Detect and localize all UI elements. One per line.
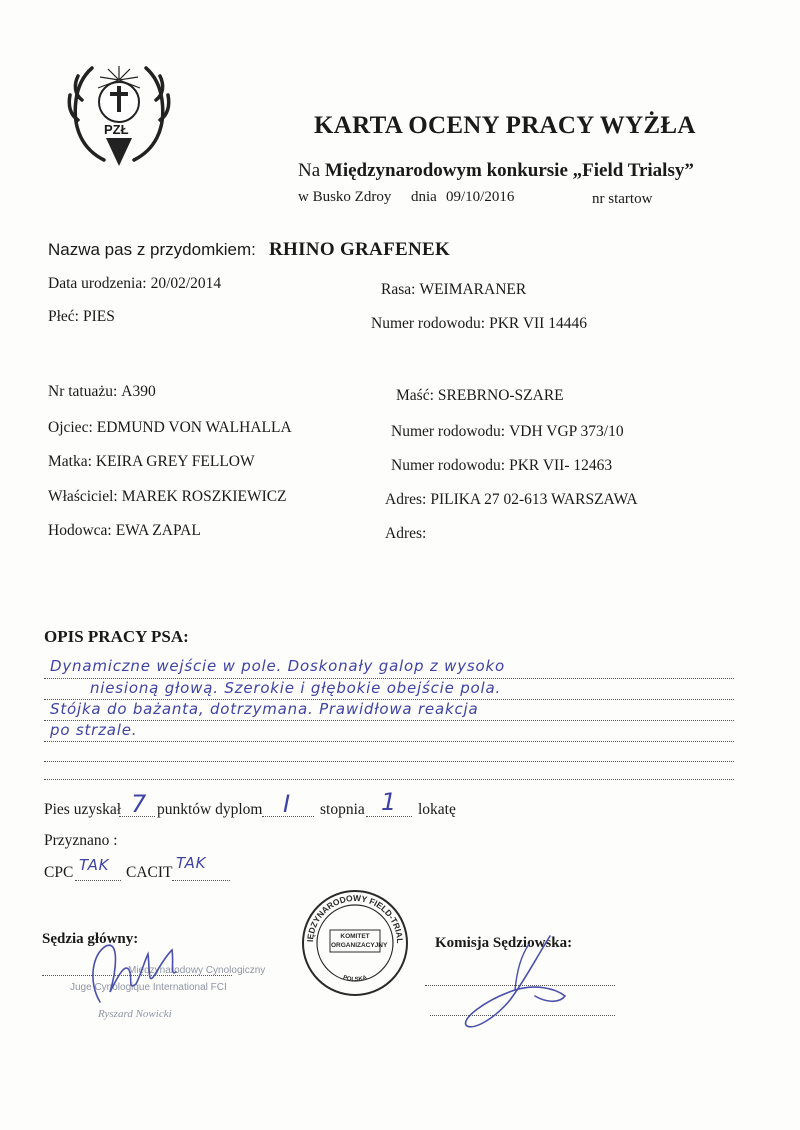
birth-date-value: 20/02/2014	[150, 275, 222, 292]
work-line-6	[44, 779, 734, 780]
work-line-5	[44, 761, 734, 762]
sire-field	[48, 419, 292, 437]
dog-name-label: Nazwa pas z przydomkiem:	[48, 240, 256, 259]
breeder-field	[48, 522, 201, 540]
faded-stamp-line-2: Juge Cynologique International FCI	[70, 982, 227, 993]
work-text-line-2: niesioną głową. Szerokie i głębokie obejście pola.	[90, 679, 502, 697]
cacit-dots	[172, 880, 230, 881]
stamp-top-text: IĘDZYNARODOWY FIELD-TRIAL	[305, 892, 406, 944]
cpc-dots	[75, 880, 121, 881]
sire-label: Ojciec:	[48, 419, 93, 436]
logo-text: PZŁ	[104, 122, 129, 137]
place-value: 1	[381, 788, 398, 816]
svg-text:POLSKA	[342, 975, 368, 983]
tattoo-value: A390	[121, 383, 156, 400]
dam-field	[48, 453, 255, 471]
date-value: 09/10/2016	[446, 189, 515, 205]
judge-name-stamp: Ryszard Nowicki	[98, 1008, 172, 1020]
color-label: Maść:	[396, 387, 434, 404]
work-text-line-1: Dynamiczne wejście w pole. Doskonały galop z wysoko	[50, 657, 505, 675]
tattoo-field	[48, 383, 156, 401]
diploma-value: I	[283, 790, 291, 818]
tattoo-label: Nr tatuażu:	[48, 383, 118, 400]
cacit-value: TAK	[176, 854, 207, 872]
date-label: dnia	[411, 189, 437, 205]
awarded-label: Przyznano :	[44, 832, 118, 849]
cpc-label: CPC	[44, 864, 74, 881]
stamp-middle-text: KOMITET ORGANIZACYJNY	[331, 933, 388, 949]
dam-pedigree-field	[391, 457, 612, 475]
chief-judge-label: Sędzia główny:	[42, 931, 139, 947]
dog-name: RHINO GRAFENEK	[269, 239, 451, 260]
work-description-title: OPIS PRACY PSA:	[44, 627, 189, 646]
work-line-4	[44, 741, 734, 742]
degree-label: stopnia	[320, 801, 365, 818]
location: w Busko Zdroy	[298, 189, 392, 205]
subtitle-bold: Międzynarodowym konkursie „Field Trialsy”	[324, 160, 694, 181]
stamp-bottom-text: POLSKA	[342, 974, 368, 984]
work-text-line-3: Stójka do bażanta, dotrzymana. Prawidłowa reakcja	[50, 700, 479, 718]
sex-field	[48, 308, 115, 326]
owner-address-value: PILIKA 27 02-613 WARSZAWA	[430, 491, 638, 508]
breeder-value: EWA ZAPAL	[115, 522, 201, 539]
breeder-address-field	[385, 525, 430, 543]
faded-stamp-line-1: Międzynarodowy Cynologiczny	[128, 965, 266, 976]
place-dots	[366, 816, 412, 817]
place-label: lokatę	[418, 801, 456, 818]
birth-date-field	[48, 275, 221, 293]
pedigree-field	[371, 315, 587, 333]
breed-label: Rasa:	[381, 281, 416, 298]
antler-cross-emblem-icon	[64, 60, 174, 175]
competition-subtitle	[298, 160, 694, 182]
cpc-value: TAK	[79, 856, 110, 874]
dam-label: Matka:	[48, 453, 92, 470]
points-value: 7	[131, 790, 148, 818]
sex-label: Płeć:	[48, 308, 79, 325]
owner-address-label: Adres:	[385, 491, 427, 508]
owner-value: MAREK ROSZKIEWICZ	[121, 488, 287, 505]
pedigree-label: Numer rodowodu:	[371, 315, 486, 332]
start-number-label: nr startow	[592, 191, 653, 207]
dam-pedigree-label: Numer rodowodu:	[391, 457, 506, 474]
work-text-line-4: po strzale.	[50, 721, 138, 739]
sire-pedigree-label: Numer rodowodu:	[391, 423, 506, 440]
sex-value: PIES	[83, 308, 115, 325]
chief-judge-signature-icon	[80, 932, 190, 1022]
breeder-address-label: Adres:	[385, 525, 427, 542]
owner-label: Właściciel:	[48, 488, 118, 505]
owner-address-field	[385, 491, 638, 509]
color-field	[396, 387, 564, 405]
owner-field	[48, 488, 287, 506]
result-prefix: Pies uzyskał	[44, 801, 122, 818]
sire-pedigree-value: VDH VGP 373/10	[509, 423, 624, 440]
color-value: SREBRNO-SZARE	[437, 387, 564, 404]
document-title: KARTA OCENY PRACY WYŻŁA	[314, 112, 696, 139]
cacit-label: CACIT	[126, 864, 173, 881]
organizing-committee-stamp	[300, 888, 410, 998]
pedigree-value: PKR VII 14446	[489, 315, 587, 332]
work-line-3	[44, 720, 734, 721]
pzl-logo	[64, 60, 174, 175]
dam-pedigree-value: PKR VII- 12463	[509, 457, 613, 474]
sire-pedigree-field	[391, 423, 624, 441]
breeder-label: Hodowca:	[48, 522, 112, 539]
dam-value: KEIRA GREY FELLOW	[95, 453, 255, 470]
breed-value: WEIMARANER	[419, 281, 527, 298]
subtitle-prefix: Na	[298, 160, 325, 181]
breed-field	[381, 281, 526, 299]
judging-commission-label: Komisja Sędziowska:	[435, 935, 573, 951]
birth-date-label: Data urodzenia:	[48, 275, 147, 292]
points-label: punktów dyplom	[157, 801, 263, 818]
sire-value: EDMUND VON WALHALLA	[96, 419, 292, 436]
commission-signature-icon	[455, 930, 575, 1040]
